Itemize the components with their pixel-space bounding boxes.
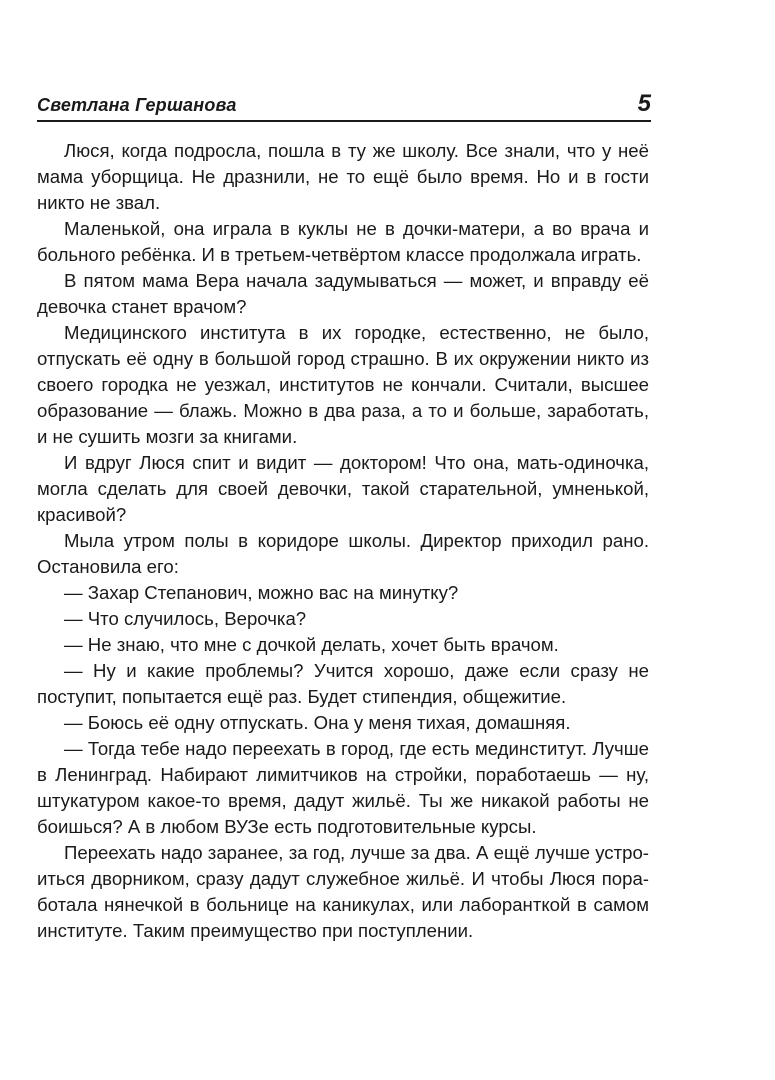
dialogue-line: — Тогда тебе надо переехать в город, где есть мединститут. Лучше в Ленинград. Набирают лимитчиков на стройки, поработаешь — ну, штукатуром какое-то время, дадут жильё. Ты же никакой работы не боишься? А в любом ВУЗе есть подготовительные курсы. xyxy=(37,738,649,837)
dialogue-line: — Не знаю, что мне с дочкой делать, хочет быть врачом. xyxy=(64,634,559,655)
paragraph: Мыла утром полы в коридоре школы. Директор приходил рано. Остановила его: xyxy=(37,530,649,577)
paragraph: Медицинского института в их городке, естественно, не было, отпускать её одну в большой город страшно. В их окружении никто из своего городка не уезжал, институтов не кончали. Считали, высшее образование — блажь. Можно в два раза, а то и больше, заработать, и не сушить мозги за книгами. xyxy=(37,322,649,447)
paragraph: Переехать надо заранее, за год, лучше за два. А ещё лучше устроиться дворником, сразу дадут служебное жильё. И чтобы Люся поработала нянечкой в больнице на каникулах, или лаборанткой в самом институте. Таким преимущество при поступлении. xyxy=(37,842,649,941)
dialogue-line: — Боюсь её одну отпускать. Она у меня тихая, домашняя. xyxy=(64,712,571,733)
page-number: 5 xyxy=(637,90,651,117)
body-text xyxy=(37,138,649,944)
author-name: Светлана Гершанова xyxy=(37,95,237,115)
dialogue-line: — Что случилось, Верочка? xyxy=(64,608,307,629)
dialogue-line: — Захар Степанович, можно вас на минутку? xyxy=(64,582,459,603)
paragraph: Маленькой, она играла в куклы не в дочки-матери, а во врача и больного ребёнка. И в третьем-четвёртом классе продолжала играть. xyxy=(37,218,649,265)
running-header xyxy=(37,90,651,122)
paragraph: В пятом мама Вера начала задумываться — может, и вправду её девочка станет врачом? xyxy=(37,270,649,317)
paragraph: Люся, когда подросла, пошла в ту же школу. Все знали, что у неё мама уборщица. Не дразнили, не то ещё было время. Но и в гости никто не звал. xyxy=(37,140,649,213)
paragraph: И вдруг Люся спит и видит — доктором! Что она, мать-одиночка, могла сделать для своей девочки, такой старательной, умненькой, красивой? xyxy=(37,452,649,525)
dialogue-line: — Ну и какие проблемы? Учится хорошо, даже если сразу не поступит, попытается ещё раз. Будет стипендия, общежитие. xyxy=(37,660,649,707)
